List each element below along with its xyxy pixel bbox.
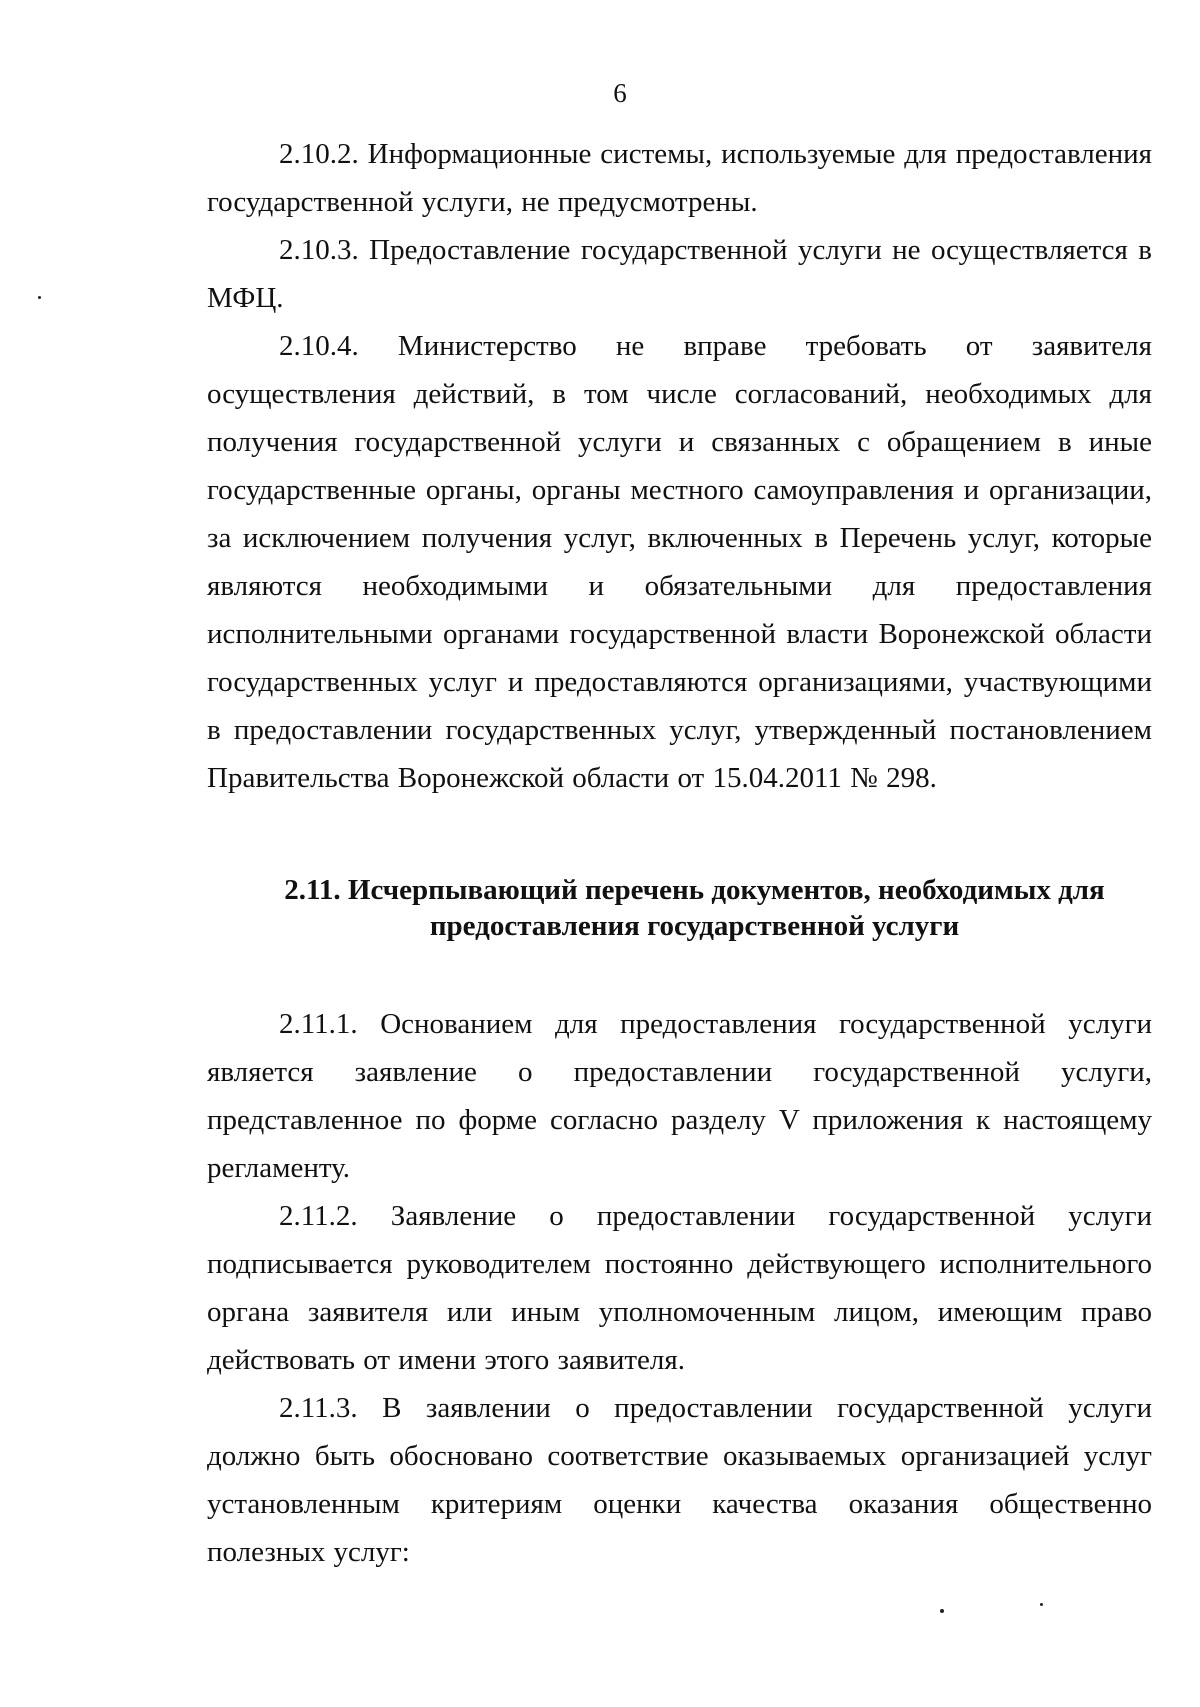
scan-speck [1040,1603,1043,1606]
page-number: 6 [613,78,627,108]
scan-speck [38,296,41,299]
paragraph-2-11-3: 2.11.3. В заявлении о предоставлении государственной услуги должно быть обосновано соответствие оказываемых организацией услуг установленным критериям оценки качества оказания общественно полезных услуг: [207,1392,1152,1568]
section-heading-line-1: 2.11. Исчерпывающий перечень документов, необходимых для [284,874,1105,906]
section-heading-2-11 [207,872,1152,944]
paragraph-2-11-1: 2.11.1. Основанием для предоставления государственной услуги является заявление о предоставлении государственной услуги, представленное по форме согласно разделу V приложения к настоящему регламенту. [207,1008,1152,1184]
document-body [207,130,1152,1576]
section-heading-line-2: предоставления государственной услуги [429,910,960,942]
paragraph-2-10-4: 2.10.4. Министерство не вправе требовать от заявителя осуществления действий, в том числе согласований, необходимых для получения государственной услуги и связанных с обращением в иные государственные органы, органы местного самоуправления и организации, за исключением получения услуг, включенных в Перечень услуг, которые являются необходимыми и обязательными для предоставления исполнительными органами государственной власти Воронежской области государственных услуг и предоставляются организациями, участвующими в предоставлении государственных услуг, утвержденный постановлением Правительства Воронежской области от 15.04.2011 № 298. [207,330,1152,794]
scan-speck [940,1609,944,1613]
paragraph-2-11-2: 2.11.2. Заявление о предоставлении государственной услуги подписывается руководителем постоянно действующего исполнительного органа заявителя или иным уполномоченным лицом, имеющим право действовать от имени этого заявителя. [207,1200,1152,1376]
paragraph-2-10-3: 2.10.3. Предоставление государственной услуги не осуществляется в МФЦ. [207,234,1152,314]
paragraph-2-10-2: 2.10.2. Информационные системы, используемые для предоставления государственной услуги, не предусмотрены. [207,138,1152,218]
